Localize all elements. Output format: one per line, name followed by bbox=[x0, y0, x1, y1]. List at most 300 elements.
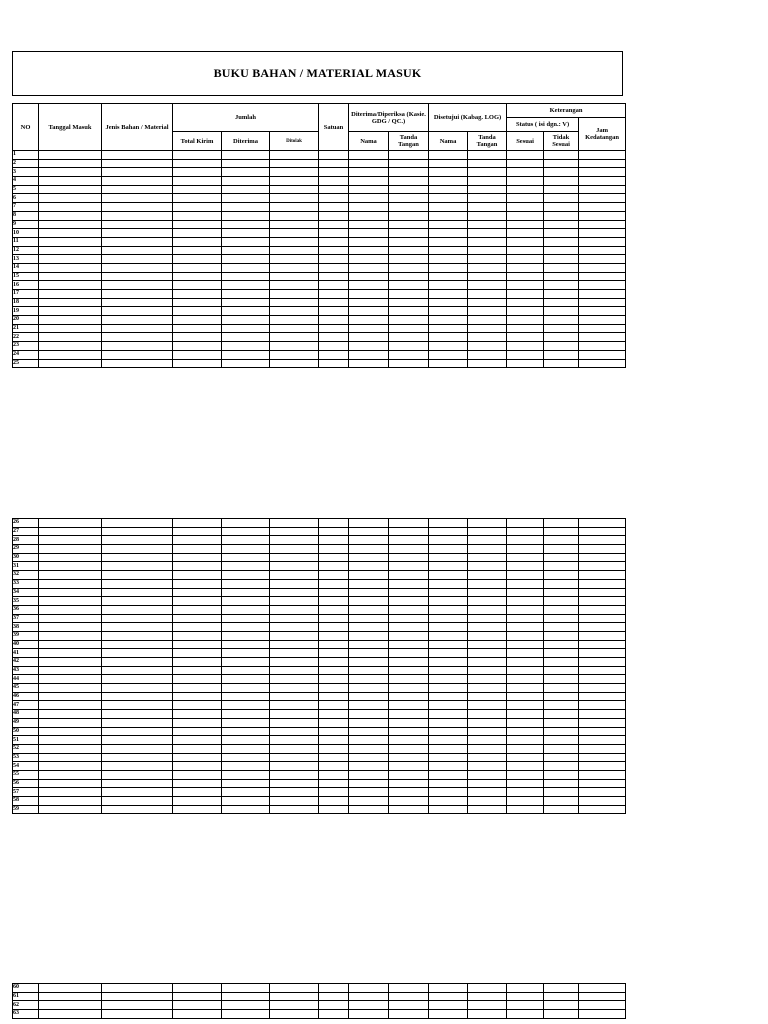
table-cell[interactable] bbox=[349, 350, 389, 359]
table-cell[interactable] bbox=[319, 770, 349, 779]
table-cell[interactable] bbox=[102, 342, 173, 351]
table-cell[interactable] bbox=[39, 359, 102, 368]
table-cell[interactable] bbox=[270, 571, 319, 580]
table-cell[interactable] bbox=[39, 342, 102, 351]
table-cell[interactable] bbox=[507, 527, 544, 536]
table-cell[interactable] bbox=[389, 614, 429, 623]
table-cell[interactable] bbox=[102, 316, 173, 325]
table-cell[interactable] bbox=[544, 805, 579, 814]
table-cell[interactable] bbox=[319, 211, 349, 220]
table-cell[interactable] bbox=[389, 246, 429, 255]
table-cell[interactable] bbox=[319, 710, 349, 719]
table-cell[interactable] bbox=[39, 1010, 102, 1019]
table-cell[interactable] bbox=[173, 246, 222, 255]
table-cell[interactable] bbox=[389, 623, 429, 632]
table-cell[interactable] bbox=[349, 255, 389, 264]
table-cell[interactable] bbox=[429, 220, 468, 229]
table-cell[interactable] bbox=[349, 237, 389, 246]
table-cell[interactable] bbox=[270, 324, 319, 333]
table-cell[interactable] bbox=[579, 779, 626, 788]
table-cell[interactable] bbox=[507, 203, 544, 212]
table-cell[interactable] bbox=[270, 640, 319, 649]
table-cell[interactable] bbox=[222, 1001, 270, 1010]
table-cell[interactable] bbox=[579, 177, 626, 186]
table-cell[interactable] bbox=[389, 281, 429, 290]
table-cell[interactable] bbox=[173, 1010, 222, 1019]
table-cell[interactable] bbox=[102, 307, 173, 316]
table-cell[interactable] bbox=[173, 562, 222, 571]
table-cell[interactable] bbox=[544, 203, 579, 212]
table-cell[interactable] bbox=[173, 744, 222, 753]
table-cell[interactable] bbox=[389, 701, 429, 710]
table-cell[interactable] bbox=[102, 710, 173, 719]
table-cell[interactable] bbox=[507, 519, 544, 528]
table-cell[interactable] bbox=[429, 519, 468, 528]
table-cell[interactable] bbox=[173, 614, 222, 623]
table-cell[interactable] bbox=[544, 519, 579, 528]
table-cell[interactable] bbox=[270, 736, 319, 745]
table-cell[interactable] bbox=[544, 631, 579, 640]
table-cell[interactable] bbox=[222, 316, 270, 325]
table-cell[interactable] bbox=[173, 797, 222, 806]
table-cell[interactable] bbox=[429, 281, 468, 290]
table-cell[interactable] bbox=[429, 562, 468, 571]
table-cell[interactable] bbox=[429, 553, 468, 562]
table-cell[interactable] bbox=[579, 992, 626, 1001]
table-cell[interactable] bbox=[102, 640, 173, 649]
table-cell[interactable] bbox=[222, 571, 270, 580]
table-cell[interactable] bbox=[389, 255, 429, 264]
table-cell[interactable] bbox=[173, 290, 222, 299]
table-cell[interactable] bbox=[507, 553, 544, 562]
table-cell[interactable] bbox=[173, 237, 222, 246]
table-cell[interactable] bbox=[468, 536, 507, 545]
table-cell[interactable] bbox=[468, 194, 507, 203]
table-cell[interactable] bbox=[222, 658, 270, 667]
table-cell[interactable] bbox=[389, 229, 429, 238]
table-cell[interactable] bbox=[579, 684, 626, 693]
table-cell[interactable] bbox=[173, 710, 222, 719]
table-cell[interactable] bbox=[173, 753, 222, 762]
table-cell[interactable] bbox=[389, 666, 429, 675]
table-cell[interactable] bbox=[222, 519, 270, 528]
table-cell[interactable] bbox=[579, 263, 626, 272]
table-cell[interactable] bbox=[39, 272, 102, 281]
table-cell[interactable] bbox=[102, 788, 173, 797]
table-cell[interactable] bbox=[507, 805, 544, 814]
table-cell[interactable] bbox=[389, 350, 429, 359]
table-cell[interactable] bbox=[319, 984, 349, 993]
table-cell[interactable] bbox=[222, 597, 270, 606]
table-cell[interactable] bbox=[429, 631, 468, 640]
table-cell[interactable] bbox=[468, 605, 507, 614]
table-cell[interactable] bbox=[468, 255, 507, 264]
table-cell[interactable] bbox=[39, 710, 102, 719]
table-cell[interactable] bbox=[468, 1010, 507, 1019]
table-cell[interactable] bbox=[389, 307, 429, 316]
table-cell[interactable] bbox=[579, 307, 626, 316]
table-cell[interactable] bbox=[429, 359, 468, 368]
table-cell[interactable] bbox=[173, 762, 222, 771]
table-cell[interactable] bbox=[429, 770, 468, 779]
table-cell[interactable] bbox=[349, 762, 389, 771]
table-cell[interactable] bbox=[389, 770, 429, 779]
table-cell[interactable] bbox=[222, 797, 270, 806]
table-cell[interactable] bbox=[349, 597, 389, 606]
table-cell[interactable] bbox=[544, 701, 579, 710]
table-cell[interactable] bbox=[579, 640, 626, 649]
table-cell[interactable] bbox=[349, 333, 389, 342]
table-cell[interactable] bbox=[349, 753, 389, 762]
table-cell[interactable] bbox=[222, 1010, 270, 1019]
table-cell[interactable] bbox=[507, 736, 544, 745]
table-cell[interactable] bbox=[39, 666, 102, 675]
table-cell[interactable] bbox=[319, 324, 349, 333]
table-cell[interactable] bbox=[468, 640, 507, 649]
table-cell[interactable] bbox=[173, 579, 222, 588]
table-cell[interactable] bbox=[222, 579, 270, 588]
table-cell[interactable] bbox=[173, 805, 222, 814]
table-cell[interactable] bbox=[270, 631, 319, 640]
table-cell[interactable] bbox=[579, 588, 626, 597]
table-cell[interactable] bbox=[39, 727, 102, 736]
table-cell[interactable] bbox=[319, 658, 349, 667]
table-cell[interactable] bbox=[349, 744, 389, 753]
table-cell[interactable] bbox=[429, 579, 468, 588]
table-cell[interactable] bbox=[270, 597, 319, 606]
table-cell[interactable] bbox=[270, 168, 319, 177]
table-cell[interactable] bbox=[270, 718, 319, 727]
table-cell[interactable] bbox=[270, 579, 319, 588]
table-cell[interactable] bbox=[507, 536, 544, 545]
table-cell[interactable] bbox=[468, 692, 507, 701]
table-cell[interactable] bbox=[319, 805, 349, 814]
table-cell[interactable] bbox=[507, 597, 544, 606]
table-cell[interactable] bbox=[389, 710, 429, 719]
table-cell[interactable] bbox=[39, 168, 102, 177]
table-cell[interactable] bbox=[507, 281, 544, 290]
table-cell[interactable] bbox=[102, 350, 173, 359]
table-cell[interactable] bbox=[222, 545, 270, 554]
table-cell[interactable] bbox=[389, 359, 429, 368]
table-cell[interactable] bbox=[270, 710, 319, 719]
table-cell[interactable] bbox=[349, 159, 389, 168]
table-cell[interactable] bbox=[544, 545, 579, 554]
table-cell[interactable] bbox=[468, 220, 507, 229]
table-cell[interactable] bbox=[39, 788, 102, 797]
table-cell[interactable] bbox=[349, 718, 389, 727]
table-cell[interactable] bbox=[222, 536, 270, 545]
table-cell[interactable] bbox=[468, 519, 507, 528]
table-cell[interactable] bbox=[429, 701, 468, 710]
table-cell[interactable] bbox=[349, 519, 389, 528]
table-cell[interactable] bbox=[389, 220, 429, 229]
table-cell[interactable] bbox=[173, 640, 222, 649]
table-cell[interactable] bbox=[468, 718, 507, 727]
table-cell[interactable] bbox=[102, 605, 173, 614]
table-cell[interactable] bbox=[270, 675, 319, 684]
table-cell[interactable] bbox=[544, 640, 579, 649]
table-cell[interactable] bbox=[429, 992, 468, 1001]
table-cell[interactable] bbox=[39, 350, 102, 359]
table-cell[interactable] bbox=[102, 536, 173, 545]
table-cell[interactable] bbox=[579, 545, 626, 554]
table-cell[interactable] bbox=[102, 246, 173, 255]
table-cell[interactable] bbox=[319, 762, 349, 771]
table-cell[interactable] bbox=[319, 571, 349, 580]
table-cell[interactable] bbox=[544, 623, 579, 632]
table-cell[interactable] bbox=[39, 229, 102, 238]
table-cell[interactable] bbox=[349, 658, 389, 667]
table-cell[interactable] bbox=[507, 211, 544, 220]
table-cell[interactable] bbox=[270, 992, 319, 1001]
table-cell[interactable] bbox=[389, 736, 429, 745]
table-cell[interactable] bbox=[389, 272, 429, 281]
table-cell[interactable] bbox=[507, 727, 544, 736]
table-cell[interactable] bbox=[507, 237, 544, 246]
table-cell[interactable] bbox=[544, 614, 579, 623]
table-cell[interactable] bbox=[429, 342, 468, 351]
table-cell[interactable] bbox=[270, 1010, 319, 1019]
table-cell[interactable] bbox=[39, 194, 102, 203]
table-cell[interactable] bbox=[319, 744, 349, 753]
table-cell[interactable] bbox=[507, 298, 544, 307]
table-cell[interactable] bbox=[349, 211, 389, 220]
table-cell[interactable] bbox=[544, 333, 579, 342]
table-cell[interactable] bbox=[222, 185, 270, 194]
table-cell[interactable] bbox=[389, 727, 429, 736]
table-cell[interactable] bbox=[349, 342, 389, 351]
table-cell[interactable] bbox=[349, 177, 389, 186]
table-cell[interactable] bbox=[270, 246, 319, 255]
table-cell[interactable] bbox=[468, 727, 507, 736]
table-cell[interactable] bbox=[270, 536, 319, 545]
table-cell[interactable] bbox=[429, 536, 468, 545]
table-cell[interactable] bbox=[39, 701, 102, 710]
table-cell[interactable] bbox=[579, 159, 626, 168]
table-cell[interactable] bbox=[579, 290, 626, 299]
table-cell[interactable] bbox=[102, 692, 173, 701]
table-cell[interactable] bbox=[468, 177, 507, 186]
table-cell[interactable] bbox=[173, 263, 222, 272]
table-cell[interactable] bbox=[429, 185, 468, 194]
table-cell[interactable] bbox=[349, 298, 389, 307]
table-cell[interactable] bbox=[349, 1001, 389, 1010]
table-cell[interactable] bbox=[544, 727, 579, 736]
table-cell[interactable] bbox=[39, 290, 102, 299]
table-cell[interactable] bbox=[222, 984, 270, 993]
table-cell[interactable] bbox=[389, 562, 429, 571]
table-cell[interactable] bbox=[102, 727, 173, 736]
table-cell[interactable] bbox=[319, 527, 349, 536]
table-cell[interactable] bbox=[544, 237, 579, 246]
table-cell[interactable] bbox=[349, 290, 389, 299]
table-cell[interactable] bbox=[507, 342, 544, 351]
table-cell[interactable] bbox=[349, 553, 389, 562]
table-cell[interactable] bbox=[319, 536, 349, 545]
table-cell[interactable] bbox=[319, 692, 349, 701]
table-cell[interactable] bbox=[579, 211, 626, 220]
table-cell[interactable] bbox=[507, 177, 544, 186]
table-cell[interactable] bbox=[102, 324, 173, 333]
table-cell[interactable] bbox=[468, 571, 507, 580]
table-cell[interactable] bbox=[319, 185, 349, 194]
table-cell[interactable] bbox=[39, 519, 102, 528]
table-cell[interactable] bbox=[270, 185, 319, 194]
table-cell[interactable] bbox=[270, 272, 319, 281]
table-cell[interactable] bbox=[579, 1010, 626, 1019]
table-cell[interactable] bbox=[102, 631, 173, 640]
table-cell[interactable] bbox=[173, 631, 222, 640]
table-cell[interactable] bbox=[319, 605, 349, 614]
table-cell[interactable] bbox=[507, 640, 544, 649]
table-cell[interactable] bbox=[39, 614, 102, 623]
table-cell[interactable] bbox=[389, 692, 429, 701]
table-cell[interactable] bbox=[579, 605, 626, 614]
table-cell[interactable] bbox=[270, 605, 319, 614]
table-cell[interactable] bbox=[468, 185, 507, 194]
table-cell[interactable] bbox=[222, 614, 270, 623]
table-cell[interactable] bbox=[349, 272, 389, 281]
table-cell[interactable] bbox=[270, 290, 319, 299]
table-cell[interactable] bbox=[319, 992, 349, 1001]
table-cell[interactable] bbox=[319, 666, 349, 675]
table-cell[interactable] bbox=[222, 779, 270, 788]
table-cell[interactable] bbox=[544, 562, 579, 571]
table-cell[interactable] bbox=[579, 710, 626, 719]
table-cell[interactable] bbox=[102, 333, 173, 342]
table-cell[interactable] bbox=[579, 744, 626, 753]
table-cell[interactable] bbox=[468, 744, 507, 753]
table-cell[interactable] bbox=[319, 194, 349, 203]
table-cell[interactable] bbox=[270, 527, 319, 536]
table-cell[interactable] bbox=[270, 562, 319, 571]
table-cell[interactable] bbox=[319, 727, 349, 736]
table-cell[interactable] bbox=[39, 220, 102, 229]
table-cell[interactable] bbox=[349, 203, 389, 212]
table-cell[interactable] bbox=[349, 649, 389, 658]
table-cell[interactable] bbox=[429, 177, 468, 186]
table-cell[interactable] bbox=[468, 805, 507, 814]
table-cell[interactable] bbox=[389, 519, 429, 528]
table-cell[interactable] bbox=[222, 359, 270, 368]
table-cell[interactable] bbox=[319, 246, 349, 255]
table-cell[interactable] bbox=[319, 562, 349, 571]
table-cell[interactable] bbox=[319, 229, 349, 238]
table-cell[interactable] bbox=[222, 640, 270, 649]
table-cell[interactable] bbox=[349, 168, 389, 177]
table-cell[interactable] bbox=[544, 666, 579, 675]
table-cell[interactable] bbox=[389, 762, 429, 771]
table-cell[interactable] bbox=[319, 640, 349, 649]
table-cell[interactable] bbox=[102, 545, 173, 554]
table-cell[interactable] bbox=[102, 185, 173, 194]
table-cell[interactable] bbox=[389, 658, 429, 667]
table-cell[interactable] bbox=[349, 562, 389, 571]
table-cell[interactable] bbox=[349, 701, 389, 710]
table-cell[interactable] bbox=[319, 281, 349, 290]
table-cell[interactable] bbox=[468, 272, 507, 281]
table-cell[interactable] bbox=[173, 272, 222, 281]
table-cell[interactable] bbox=[102, 211, 173, 220]
table-cell[interactable] bbox=[389, 571, 429, 580]
table-cell[interactable] bbox=[507, 992, 544, 1001]
table-cell[interactable] bbox=[173, 185, 222, 194]
table-cell[interactable] bbox=[389, 992, 429, 1001]
table-cell[interactable] bbox=[579, 185, 626, 194]
table-cell[interactable] bbox=[270, 666, 319, 675]
table-cell[interactable] bbox=[319, 623, 349, 632]
table-cell[interactable] bbox=[544, 246, 579, 255]
table-cell[interactable] bbox=[319, 649, 349, 658]
table-cell[interactable] bbox=[579, 649, 626, 658]
table-cell[interactable] bbox=[579, 298, 626, 307]
table-cell[interactable] bbox=[544, 281, 579, 290]
table-cell[interactable] bbox=[429, 545, 468, 554]
table-cell[interactable] bbox=[102, 753, 173, 762]
table-cell[interactable] bbox=[173, 159, 222, 168]
table-cell[interactable] bbox=[39, 159, 102, 168]
table-cell[interactable] bbox=[468, 553, 507, 562]
table-cell[interactable] bbox=[222, 220, 270, 229]
table-cell[interactable] bbox=[429, 246, 468, 255]
table-cell[interactable] bbox=[349, 797, 389, 806]
table-cell[interactable] bbox=[102, 194, 173, 203]
table-cell[interactable] bbox=[349, 736, 389, 745]
table-cell[interactable] bbox=[39, 623, 102, 632]
table-cell[interactable] bbox=[389, 788, 429, 797]
table-cell[interactable] bbox=[507, 658, 544, 667]
table-cell[interactable] bbox=[319, 151, 349, 160]
table-cell[interactable] bbox=[468, 1001, 507, 1010]
table-cell[interactable] bbox=[270, 333, 319, 342]
table-cell[interactable] bbox=[579, 579, 626, 588]
table-cell[interactable] bbox=[579, 788, 626, 797]
table-cell[interactable] bbox=[544, 255, 579, 264]
table-cell[interactable] bbox=[579, 316, 626, 325]
table-cell[interactable] bbox=[389, 324, 429, 333]
table-cell[interactable] bbox=[102, 797, 173, 806]
table-cell[interactable] bbox=[349, 779, 389, 788]
table-cell[interactable] bbox=[39, 588, 102, 597]
table-cell[interactable] bbox=[507, 290, 544, 299]
table-cell[interactable] bbox=[389, 290, 429, 299]
table-cell[interactable] bbox=[544, 605, 579, 614]
table-cell[interactable] bbox=[222, 736, 270, 745]
table-cell[interactable] bbox=[173, 788, 222, 797]
table-cell[interactable] bbox=[507, 623, 544, 632]
table-cell[interactable] bbox=[173, 342, 222, 351]
table-cell[interactable] bbox=[579, 571, 626, 580]
table-cell[interactable] bbox=[270, 553, 319, 562]
table-cell[interactable] bbox=[579, 562, 626, 571]
table-cell[interactable] bbox=[173, 527, 222, 536]
table-cell[interactable] bbox=[173, 727, 222, 736]
table-cell[interactable] bbox=[102, 159, 173, 168]
table-cell[interactable] bbox=[222, 333, 270, 342]
table-cell[interactable] bbox=[102, 588, 173, 597]
table-cell[interactable] bbox=[222, 675, 270, 684]
table-cell[interactable] bbox=[389, 588, 429, 597]
table-cell[interactable] bbox=[222, 151, 270, 160]
table-cell[interactable] bbox=[389, 316, 429, 325]
table-cell[interactable] bbox=[579, 168, 626, 177]
table-cell[interactable] bbox=[173, 623, 222, 632]
table-cell[interactable] bbox=[429, 640, 468, 649]
table-cell[interactable] bbox=[468, 992, 507, 1001]
table-cell[interactable] bbox=[222, 342, 270, 351]
table-cell[interactable] bbox=[319, 263, 349, 272]
